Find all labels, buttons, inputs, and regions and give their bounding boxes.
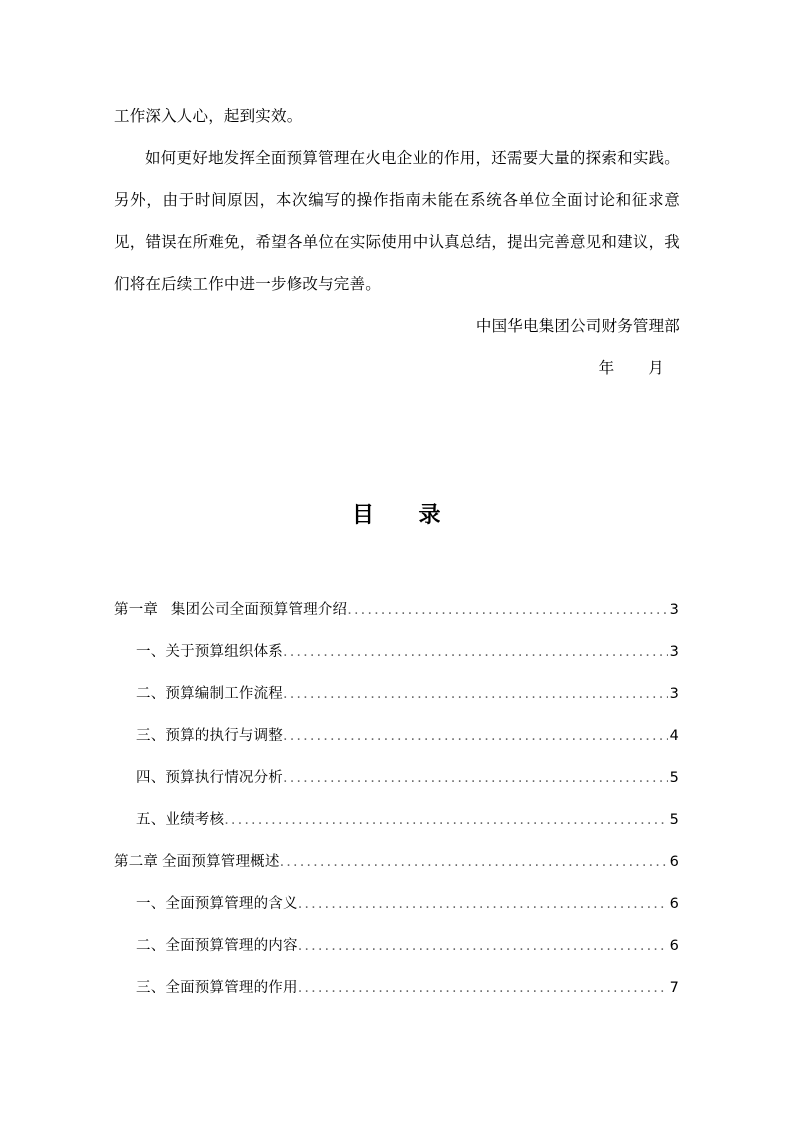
toc-entry-label: 全面预算管理概述 [161, 854, 280, 870]
toc-entry-page-number: 3 [669, 644, 679, 660]
toc-entry-page-number: 3 [669, 686, 679, 702]
toc-entry-page-number: 3 [669, 602, 679, 618]
toc-entry-page-number: 6 [669, 854, 679, 870]
toc-entry-page-number: 4 [669, 728, 679, 744]
body-paragraph: 工作深入人心，起到实效。 [114, 107, 303, 125]
toc-entry-page-number: 6 [669, 938, 679, 954]
toc-entry-page-number: 5 [669, 812, 679, 828]
toc-entry[interactable] [114, 883, 679, 925]
toc-entry-label: 五、业绩考核 [136, 812, 225, 828]
toc-entry[interactable] [114, 631, 679, 673]
toc-entry-label: 一、关于预算组织体系 [136, 644, 283, 660]
toc-dot-leader [283, 687, 668, 702]
toc-entry[interactable] [114, 715, 679, 757]
toc-entry-label: 二、全面预算管理的内容 [136, 938, 298, 954]
toc-heading-char-2: 录 [418, 503, 442, 528]
toc-dot-leader [298, 981, 668, 996]
toc-dot-leader [298, 939, 668, 954]
toc-entry-label: 四、预算执行情况分析 [136, 770, 283, 786]
table-of-contents [114, 589, 679, 1009]
toc-dot-leader [283, 771, 668, 786]
toc-heading-char-1: 目 [351, 503, 375, 528]
toc-entry[interactable] [114, 967, 679, 1009]
toc-entry[interactable] [114, 589, 679, 631]
signature-date [114, 347, 680, 389]
toc-entry-page-number: 7 [669, 980, 679, 996]
toc-dot-leader [283, 645, 668, 660]
date-year-label: 年 [598, 359, 615, 377]
toc-dot-leader [280, 855, 668, 870]
toc-dot-leader [224, 813, 668, 828]
body-paragraph: 如何更好地发挥全面预算管理在火电企业的作用，还需要大量的探索和实践。另外，由于时间原因，本次编写的操作指南未能在系统各单位全面讨论和征求意见，错误在所难免，希望各单位在实际使用中认真总结，提出完善意见和建议，我们将在后续工作中进一步修改与完善。 [114, 149, 680, 293]
toc-entry-label: 一、全面预算管理的含义 [136, 896, 298, 912]
toc-dot-leader [298, 897, 668, 912]
toc-entry-chapter: 第二章 [114, 854, 159, 870]
signature-organization: 中国华电集团公司财务管理部 [475, 317, 680, 335]
toc-entry[interactable] [114, 841, 679, 883]
toc-dot-leader [347, 603, 668, 618]
toc-entry[interactable] [114, 799, 679, 841]
toc-entry-page-number: 6 [669, 896, 679, 912]
toc-heading [0, 501, 793, 531]
toc-entry[interactable] [114, 673, 679, 715]
body-text-block [114, 95, 680, 389]
toc-entry-label: 集团公司全面预算管理介绍 [170, 602, 348, 618]
toc-entry[interactable] [114, 757, 679, 799]
toc-dot-leader [283, 729, 668, 744]
signature-date-group [599, 347, 680, 389]
toc-entry-label: 二、预算编制工作流程 [136, 686, 283, 702]
date-month-label: 月 [648, 359, 664, 377]
toc-entry[interactable] [114, 925, 679, 967]
toc-entry-label: 三、预算的执行与调整 [136, 728, 283, 744]
toc-entry-page-number: 5 [669, 770, 679, 786]
toc-entry-chapter: 第一章 [114, 602, 159, 618]
toc-entry-label: 三、全面预算管理的作用 [136, 980, 298, 996]
